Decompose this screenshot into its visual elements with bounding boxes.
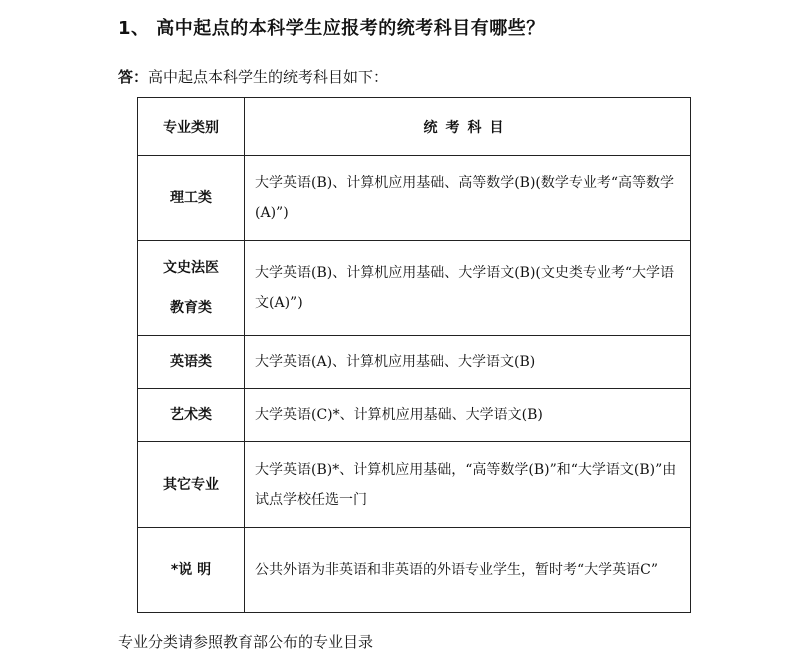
- subjects-cell: 大学英语(B)、计算机应用基础、大学语文(B)(文史类专业考“大学语文(A)”): [245, 241, 691, 336]
- footnote: 专业分类请参照教育部公布的专业目录: [118, 633, 374, 651]
- answer-text: 高中起点本科学生的统考科目如下：: [148, 68, 389, 86]
- answer-line: [118, 66, 388, 87]
- subjects-cell: 大学英语(C)*、计算机应用基础、大学语文(B): [245, 389, 691, 442]
- exam-subjects-table: [137, 97, 691, 613]
- category-cell: 理工类: [138, 156, 245, 241]
- table-row: [138, 156, 691, 241]
- table-row: [138, 336, 691, 389]
- subjects-cell: 大学英语(A)、计算机应用基础、大学语文(B): [245, 336, 691, 389]
- subjects-cell: 公共外语为非英语和非英语的外语专业学生，暂时考“大学英语C”: [245, 528, 691, 613]
- category-cell: [138, 241, 245, 336]
- subjects-cell: 大学英语(B)*、计算机应用基础，“高等数学(B)”和“大学语文(B)”由试点学校任选一门: [245, 442, 691, 528]
- table-row: [138, 442, 691, 528]
- question-heading: 1、 高中起点的本科学生应报考的统考科目有哪些？: [118, 18, 545, 39]
- table-header-row: [138, 98, 691, 156]
- table-row: [138, 528, 691, 613]
- answer-label: 答：: [118, 68, 149, 86]
- category-line-2: 教育类: [170, 300, 212, 316]
- subjects-cell: 大学英语(B)、计算机应用基础、高等数学(B)(数学专业考“高等数学(A)”): [245, 156, 691, 241]
- category-cell: *说 明: [138, 528, 245, 613]
- table-row: [138, 241, 691, 336]
- category-cell: 其它专业: [138, 442, 245, 528]
- table-row: [138, 389, 691, 442]
- category-cell: 英语类: [138, 336, 245, 389]
- header-subjects: 统考科目: [245, 98, 691, 156]
- header-category: 专业类别: [138, 98, 245, 156]
- category-line-1: 文史法医: [163, 260, 219, 276]
- category-cell: 艺术类: [138, 389, 245, 442]
